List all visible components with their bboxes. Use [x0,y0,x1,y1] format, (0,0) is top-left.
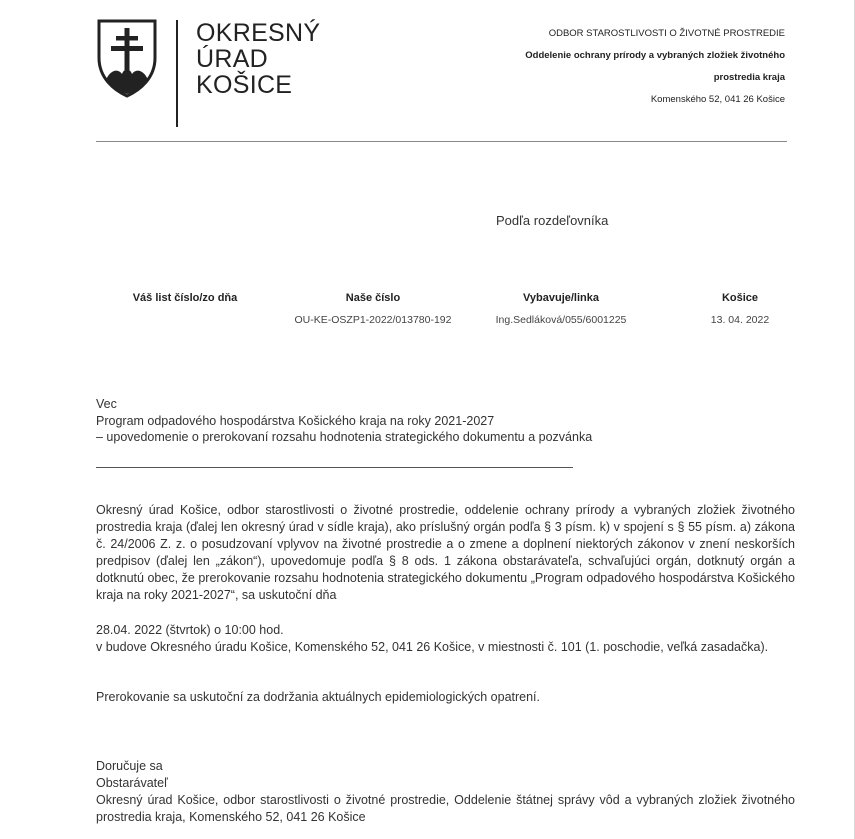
subject-block [96,396,592,446]
meeting-date: 28.04. 2022 (štvrtok) o 10:00 hod. [96,623,284,637]
office-name [196,20,320,98]
delivered-label: Doručuje sa [96,759,163,773]
ref-your-letter-label: Váš list číslo/zo dňa [132,292,238,304]
ref-handled-by [481,292,641,326]
ref-your-letter [120,292,250,314]
procurer-label: Obstarávateľ [96,776,168,790]
coat-of-arms-logo [96,18,158,98]
subject-line-2: – upovedomenie o prerokovaní rozsahu hodnotenia strategického dokumentu a pozvánka [96,430,593,444]
ref-place-date [690,292,790,326]
subject-rule [96,467,573,468]
distribution-note: Podľa rozdeľovníka [496,213,609,228]
department-name: ODBOR STAROSTLIVOSTI O ŽIVOTNÉ PROSTREDIE [548,28,785,39]
ref-handled-by-label: Vybavuje/linka [522,292,600,304]
subject-label: Vec [96,397,117,411]
ref-date-value: 13. 04. 2022 [710,314,770,326]
section-name-line-1: Oddelenie ochrany prírody a vybraných zložiek životného [525,50,785,61]
meeting-details [96,622,795,656]
delivery-block [96,758,795,826]
header-rule [96,141,787,142]
department-block [525,27,785,106]
subject-line-1: Program odpadového hospodárstva Košického kraja na roky 2021-2027 [96,413,495,428]
office-name-line-2: ÚRAD [196,45,269,73]
ref-handled-by-value: Ing.Sedláková/055/6001225 [495,314,627,326]
epidemiological-note: Prerokovanie sa uskutoční za dodržania aktuálnych epidemiologických opatrení. [96,690,541,704]
ref-our-number [283,292,463,326]
meeting-place: v budove Okresného úradu Košice, Komenského 52, 041 26 Košice, v miestnosti č. 101 (1. poschodie, veľká zasadačka). [96,640,769,654]
department-address: Komenského 52, 041 26 Košice [650,94,785,105]
procurer-address: Okresný úrad Košice, odbor starostlivosti o životné prostredie, Oddelenie štátnej správy vôd a vybraných zložiek životného prostredia kraja, Komenského 52, 041 26 Košice [96,793,795,824]
office-name-line-1: OKRESNÝ [196,19,321,47]
ref-our-number-label: Naše číslo [345,292,401,304]
ref-our-number-value: OU-KE-OSZP1-2022/013780-192 [294,314,452,326]
ref-place-label: Košice [721,292,759,304]
office-name-line-3: KOŠICE [196,71,293,99]
body-paragraph-main: Okresný úrad Košice, odbor starostlivosti o životné prostredie, oddelenie ochrany prírody a vybraných zložiek životného prostredia kraja (ďalej len okresný úrad v sídle kraja), ako príslušný orgán podľa § 3 písm. k) v spojení s § 55 písm. a) zákona č. 24/2006 Z. z. o posudzovaní vplyvov na životné prostredie a o zmene a doplnení niektorých zákonov v znení neskorších predpisov (ďalej len „zákon“), upovedomuje podľa § 8 ods. 1 zákona obstarávateľa, schvaľujúci orgán, dotknutý orgán a dotknutú obec, že prerokovanie rozsahu hodnotenia strategického dokumentu „Program odpadového hospodárstva Košického kraja na roky 2021-2027“, sa uskutoční dňa [96,503,795,602]
section-name-line-2: prostredia kraja [713,72,785,83]
logo-divider [176,20,178,127]
